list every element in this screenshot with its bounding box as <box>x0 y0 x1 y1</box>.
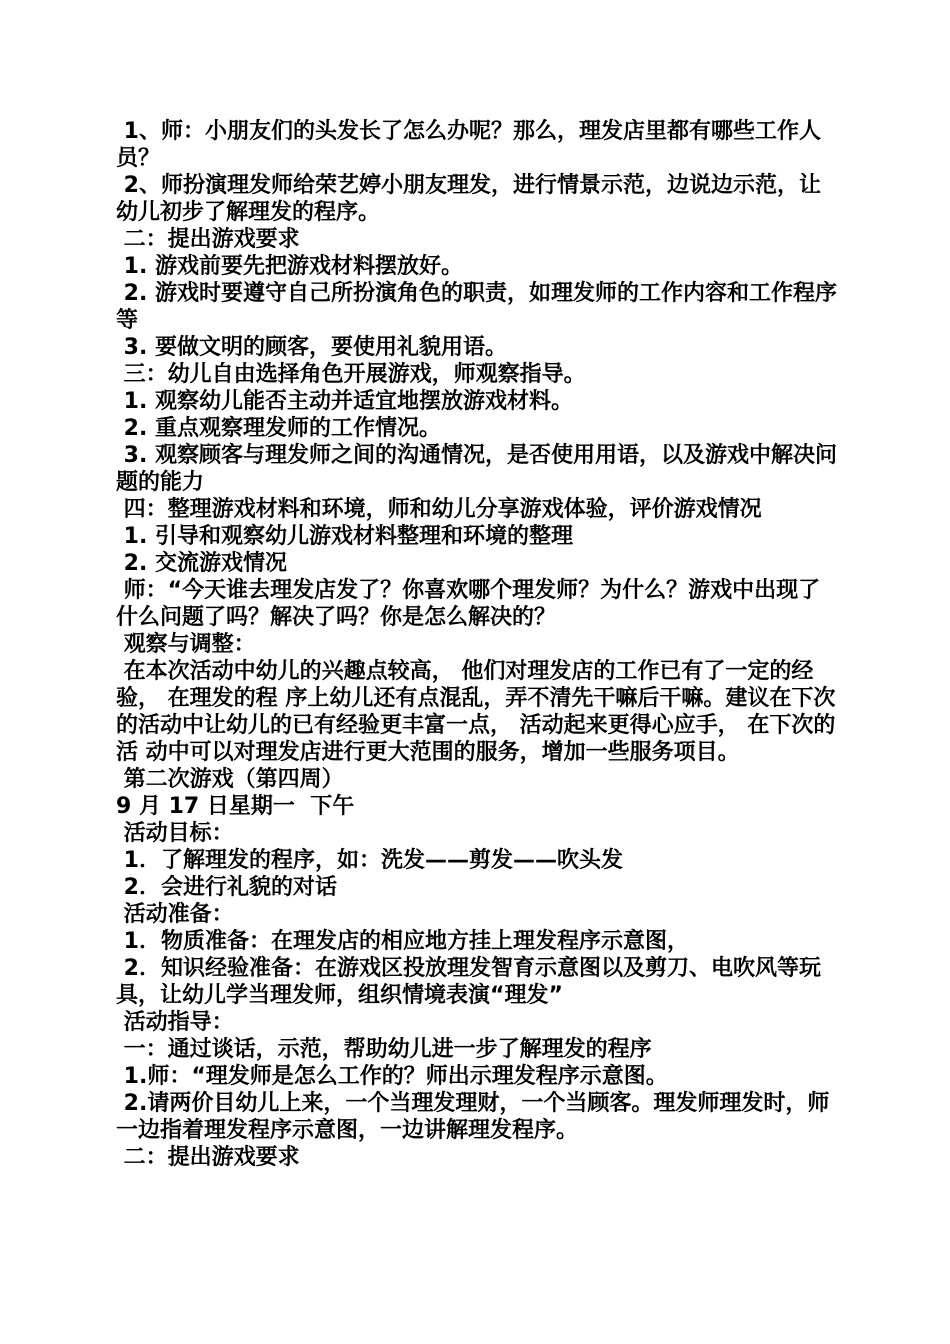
text-line: 1.师：“理发师是怎么工作的？师出示理发程序示意图。 <box>116 1064 668 1089</box>
section-heading: 三：幼儿自由选择角色开展游戏，师观察指导。 <box>116 362 586 387</box>
section-heading: 二：提出游戏要求 <box>116 1145 300 1170</box>
text-line: 2.请两价目幼儿上来，一个当理发理财，一个当顾客。理发师理发时，师一边指着理发程序示意图，一边讲解理发程序。 <box>116 1091 830 1143</box>
text-line: 1. 观察幼儿能否主动并适宜地摆放游戏材料。 <box>116 389 573 414</box>
document-body <box>116 118 842 1171</box>
text-line: 1．物质准备：在理发店的相应地方挂上理发程序示意图， <box>116 929 689 954</box>
section-heading: 活动指导： <box>116 1010 234 1035</box>
section-heading: 一：通过谈话，示范，帮助幼儿进一步了解理发的程序 <box>116 1037 652 1062</box>
section-heading: 二：提出游戏要求 <box>116 227 300 252</box>
text-line: 2、师扮演理发师给荣艺婷小朋友理发，进行情景示范，边说边示范，让幼儿初步了解理发的程序。 <box>116 173 821 225</box>
text-line: 2．会进行礼貌的对话 <box>116 875 337 900</box>
text-line: 1. 游戏前要先把游戏材料摆放好。 <box>116 254 463 279</box>
date-line: 9 月 17 日星期一 下午 <box>116 794 355 819</box>
section-heading: 观察与调整： <box>116 632 256 657</box>
section-heading: 第二次游戏（第四周） <box>116 767 344 792</box>
section-heading: 活动目标： <box>116 821 234 846</box>
text-line: 1．了解理发的程序，如：洗发——剪发——吹头发 <box>116 848 623 873</box>
section-heading: 活动准备： <box>116 902 234 927</box>
text-line: 2. 重点观察理发师的工作情况。 <box>116 416 441 441</box>
paragraph: 在本次活动中幼儿的兴趣点较高， 他们对理发店的工作已有了一定的经验， 在理发的程 序上幼儿还有点混乱，弄不清先干嘛后干嘛。建议在下次的活动中让幼儿的已有经验更丰富一点， 活动起来更得心应手， 在下次的活 动中可以对理发店进行更大范围的服务，增加一些服务项目。 <box>116 659 836 765</box>
text-line: 2. 游戏时要遵守自己所扮演角色的职责，如理发师的工作内容和工作程序等 <box>116 281 837 333</box>
text-line: 2. 交流游戏情况 <box>116 551 287 576</box>
text-line: 1. 引导和观察幼儿游戏材料整理和环境的整理 <box>116 524 573 549</box>
text-line: 3. 观察顾客与理发师之间的沟通情况，是否使用用语，以及游戏中解决问题的能力 <box>116 443 837 495</box>
text-line: 2．知识经验准备：在游戏区投放理发智育示意图以及剪刀、电吹风等玩具，让幼儿学当理发师，组织情境表演“理发” <box>116 956 821 1008</box>
section-heading: 四：整理游戏材料和环境，师和幼儿分享游戏体验，评价游戏情况 <box>116 497 762 522</box>
text-line: 师：“今天谁去理发店发了？你喜欢哪个理发师？为什么？游戏中出现了什么问题了吗？解决了吗？你是怎么解决的？ <box>116 578 821 630</box>
text-line: 1、师：小朋友们的头发长了怎么办呢？那么，理发店里都有哪些工作人员？ <box>116 119 821 171</box>
text-line: 3. 要做文明的顾客，要使用礼貌用语。 <box>116 335 507 360</box>
